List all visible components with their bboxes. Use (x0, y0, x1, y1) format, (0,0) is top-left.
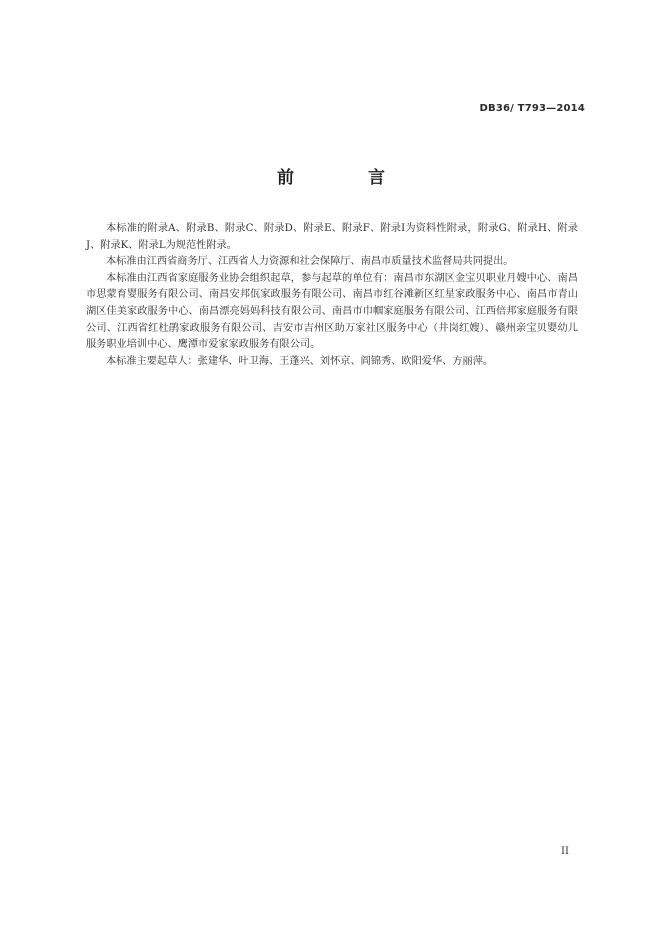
paragraph-appendix-info: 本标准的附录A、附录B、附录C、附录D、附录E、附录F、附录I为资料性附录，附录G、附录H、附录J、附录K、附录L为规范性附录。 (86, 223, 578, 251)
paragraph-drafting-units: 本标准由江西省家庭服务业协会组织起草，参与起草的单位有：南昌市东湖区金宝贝职业月嫂中心、南昌市思蒙育婴服务有限公司、南昌安邦佤家政服务有限公司、南昌市红谷滩新区红星家政服务中心、南昌市青山湖区佳美家政服务中心、南昌漂亮妈妈科技有限公司、南昌市巾帼家庭服务有限公司、江西倍邦家庭服务有限公司、江西省红杜鹃家政服务有限公司、吉安市吉州区助万家社区服务中心（井岗红嫂）、赣州亲宝贝婴幼儿服务职业培训中心、鹰潭市爱家家政服务有限公司。 (86, 272, 578, 351)
page-number: II (561, 846, 569, 857)
page-title: 前 言 (277, 168, 419, 188)
document-code: DB36/ T793—2014 (479, 103, 585, 114)
paragraph-proposers: 本标准由江西省商务厅、江西省人力资源和社会保障厅、南昌市质量技术监督局共同提出。 (106, 256, 514, 268)
foreword-body (86, 221, 578, 370)
paragraph-drafters: 本标准主要起草人：张建华、叶卫海、王蓬兴、刘怀京、阎锦秀、欧阳爱华、方丽萍。 (106, 355, 494, 367)
